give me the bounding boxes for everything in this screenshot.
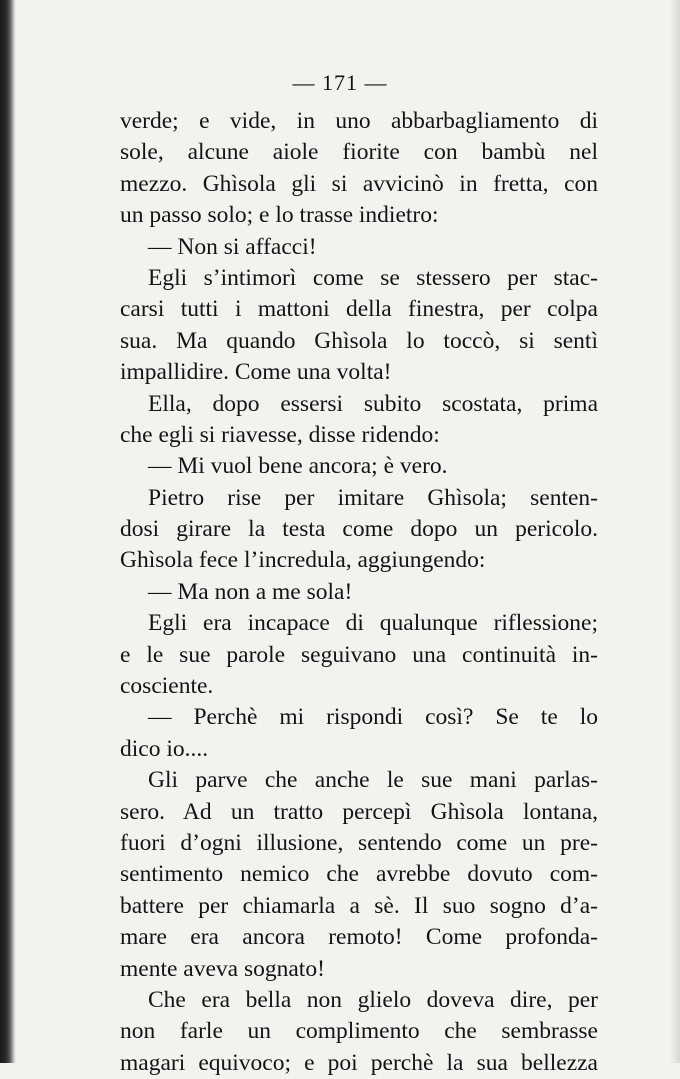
text-line: Egli era incapace di qualunque riflessione; [148,610,598,637]
text-line: mezzo. Ghìsola gli si avvicinò in fretta, con [120,170,598,197]
text-line: dico io.... [120,735,209,762]
text-line: carsi tutti i mattoni della finestra, per colpa [120,296,598,323]
text-line: mente aveva sognato! [120,955,325,982]
book-spine-shadow [0,0,16,1063]
text-line: sero. Ad un tratto percepì Ghìsola lontana, [120,798,598,825]
text-line: verde; e vide, in uno abbarbagliamento di [120,108,598,134]
text-line: che egli si riavesse, disse ridendo: [120,421,440,448]
page-edge [670,0,680,1063]
text-line: cosciente. [120,673,214,700]
text-line: battere per chiamarla a sè. Il suo sogno d’a- [120,892,598,919]
text-line: — Perchè mi rispondi così? Se te lo [148,704,598,731]
text-line: Che era bella non glielo doveva dire, per [148,986,598,1013]
text-line: non farle un complimento che sembrasse [120,1018,598,1045]
text-line: — Ma non a me sola! [148,578,353,605]
text-line: fuori d’ogni illusione, sentendo come un pre- [120,829,598,856]
text-line: — Non si affacci! [148,233,317,260]
text-line: mare era ancora remoto! Come profonda- [120,924,598,951]
text-line: sole, alcune aiole fiorite con bambù nel [120,139,598,166]
text-line: Gli parve che anche le sue mani parlas- [148,767,598,794]
text-line: un passo solo; e lo trasse indietro: [120,202,439,229]
text-line: — Mi vuol bene ancora; è vero. [148,453,448,480]
text-line: magari equivoco; e poi perchè la sua bellezza [120,1049,598,1076]
text-line: dosi girare la testa come dopo un pericolo. [120,516,598,543]
text-line: sentimento nemico che avrebbe dovuto com- [120,861,598,888]
body-text [120,106,598,1079]
text-line: Egli s’intimorì come se stessero per stac- [148,264,598,291]
text-line: Ghìsola fece l’incredula, aggiungendo: [120,547,486,574]
text-line: Ella, dopo essersi subito scostata, prima [148,390,598,417]
text-line: Pietro rise per imitare Ghìsola; senten- [148,484,598,511]
text-line: sua. Ma quando Ghìsola lo toccò, si sentì [120,327,598,354]
text-line: e le sue parole seguivano una continuità in- [120,641,598,668]
text-line: impallidire. Come una volta! [120,359,392,386]
page-number: — 171 — [292,70,388,95]
